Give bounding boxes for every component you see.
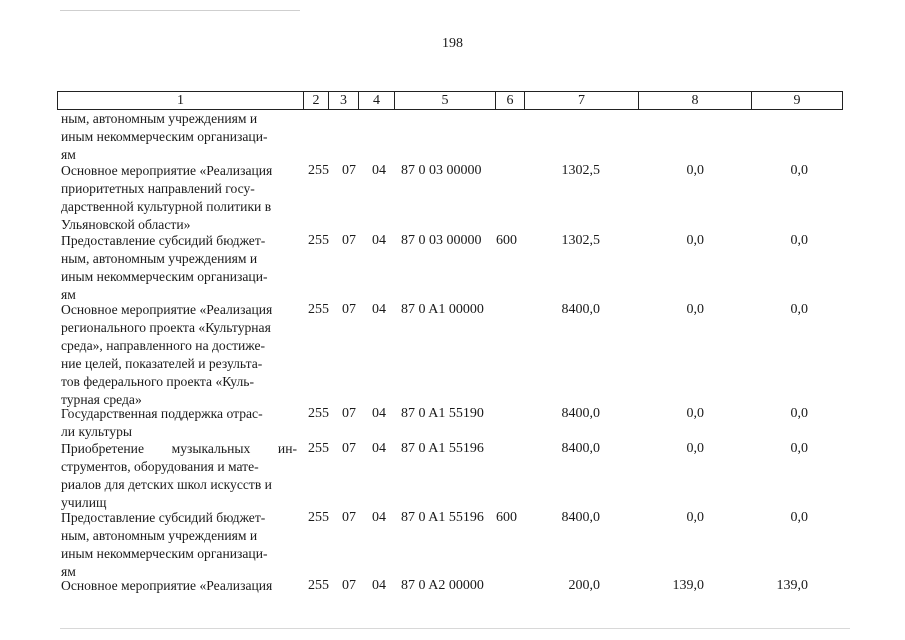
description-line: турная среда» — [61, 392, 142, 407]
section-code: 07 — [342, 233, 356, 248]
subsection-code: 04 — [372, 406, 386, 421]
description-line: ние целей, показателей и результа- — [61, 356, 263, 371]
description-line: ям — [61, 147, 76, 162]
description-line: иным некоммерческим организаци- — [61, 269, 268, 284]
amount-col-7: 8400,0 — [561, 406, 600, 421]
amount-col-9: 0,0 — [790, 163, 808, 178]
section-code: 07 — [342, 441, 356, 456]
ministry-code: 255 — [308, 510, 329, 525]
description-line: Государственная поддержка отрас- — [61, 406, 263, 421]
description-line: Предоставление субсидий бюджет- — [61, 510, 266, 525]
section-code: 07 — [342, 406, 356, 421]
scan-artifact — [60, 628, 850, 629]
target-article-code: 87 0 03 00000 — [401, 233, 482, 248]
section-code: 07 — [342, 578, 356, 593]
amount-col-9: 139,0 — [776, 578, 808, 593]
description-line: ным, автономным учреждениям и — [61, 528, 258, 543]
amount-col-7: 1302,5 — [561, 163, 600, 178]
target-article-code: 87 0 A1 55196 — [401, 510, 484, 525]
description-line: Основное мероприятие «Реализация — [61, 578, 273, 593]
description-line: дарственной культурной политики в — [61, 199, 272, 214]
row-description — [61, 162, 297, 234]
header-col-8: 8 — [638, 91, 751, 110]
row-description — [61, 110, 297, 164]
description-line: Предоставление субсидий бюджет- — [61, 233, 266, 248]
description-line: регионального проекта «Культурная — [61, 320, 271, 335]
ministry-code: 255 — [308, 441, 329, 456]
description-line: тов федерального проекта «Куль- — [61, 374, 255, 389]
target-article-code: 87 0 03 00000 — [401, 163, 482, 178]
ministry-code: 255 — [308, 163, 329, 178]
description-line: Основное мероприятие «Реализация — [61, 302, 273, 317]
description-line: ям — [61, 564, 76, 579]
section-code: 07 — [342, 163, 356, 178]
description-line: Приобретение музыкальных ин- — [61, 441, 297, 456]
section-code: 07 — [342, 510, 356, 525]
ministry-code: 255 — [308, 233, 329, 248]
subsection-code: 04 — [372, 510, 386, 525]
description-line: струментов, оборудования и мате- — [61, 459, 259, 474]
target-article-code: 87 0 A1 55196 — [401, 441, 484, 456]
row-description — [61, 509, 297, 581]
subsection-code: 04 — [372, 441, 386, 456]
section-code: 07 — [342, 302, 356, 317]
amount-col-8: 0,0 — [686, 163, 704, 178]
ministry-code: 255 — [308, 406, 329, 421]
description-line: ли культуры — [61, 424, 133, 439]
amount-col-7: 8400,0 — [561, 510, 600, 525]
header-col-2: 2 — [303, 91, 328, 110]
ministry-code: 255 — [308, 302, 329, 317]
amount-col-9: 0,0 — [790, 233, 808, 248]
ministry-code: 255 — [308, 578, 329, 593]
header-col-1: 1 — [57, 91, 303, 110]
description-line: иным некоммерческим организаци- — [61, 129, 268, 144]
amount-col-8: 0,0 — [686, 233, 704, 248]
target-article-code: 87 0 A1 00000 — [401, 302, 484, 317]
header-col-6: 6 — [495, 91, 524, 110]
amount-col-9: 0,0 — [790, 441, 808, 456]
scan-artifact — [60, 10, 300, 11]
description-line: Основное мероприятие «Реализация — [61, 163, 273, 178]
subsection-code: 04 — [372, 163, 386, 178]
expense-type-code: 600 — [496, 233, 517, 248]
amount-col-8: 0,0 — [686, 441, 704, 456]
description-line: училищ — [61, 495, 107, 510]
page-number: 198 — [442, 36, 463, 51]
amount-col-9: 0,0 — [790, 510, 808, 525]
row-description — [61, 577, 297, 595]
description-line: риалов для детских школ искусств и — [61, 477, 272, 492]
amount-col-8: 139,0 — [672, 578, 704, 593]
expense-type-code: 600 — [496, 510, 517, 525]
description-line: приоритетных направлений госу- — [61, 181, 255, 196]
subsection-code: 04 — [372, 578, 386, 593]
row-description — [61, 232, 297, 304]
amount-col-7: 200,0 — [568, 578, 600, 593]
amount-col-9: 0,0 — [790, 302, 808, 317]
amount-col-8: 0,0 — [686, 302, 704, 317]
amount-col-7: 8400,0 — [561, 302, 600, 317]
amount-col-9: 0,0 — [790, 406, 808, 421]
description-line: иным некоммерческим организаци- — [61, 546, 268, 561]
header-col-3: 3 — [328, 91, 358, 110]
description-line: Ульяновской области» — [61, 217, 191, 232]
header-col-5: 5 — [394, 91, 495, 110]
header-col-4: 4 — [358, 91, 394, 110]
target-article-code: 87 0 A2 00000 — [401, 578, 484, 593]
header-col-7: 7 — [524, 91, 638, 110]
row-description — [61, 405, 297, 441]
amount-col-7: 1302,5 — [561, 233, 600, 248]
description-line: ям — [61, 287, 76, 302]
row-description — [61, 301, 297, 409]
row-description — [61, 440, 297, 512]
description-line: среда», направленного на достиже- — [61, 338, 266, 353]
subsection-code: 04 — [372, 233, 386, 248]
description-line: ным, автономным учреждениям и — [61, 111, 258, 126]
header-col-9: 9 — [751, 91, 843, 110]
subsection-code: 04 — [372, 302, 386, 317]
amount-col-8: 0,0 — [686, 510, 704, 525]
amount-col-7: 8400,0 — [561, 441, 600, 456]
target-article-code: 87 0 A1 55190 — [401, 406, 484, 421]
description-line: ным, автономным учреждениям и — [61, 251, 258, 266]
amount-col-8: 0,0 — [686, 406, 704, 421]
